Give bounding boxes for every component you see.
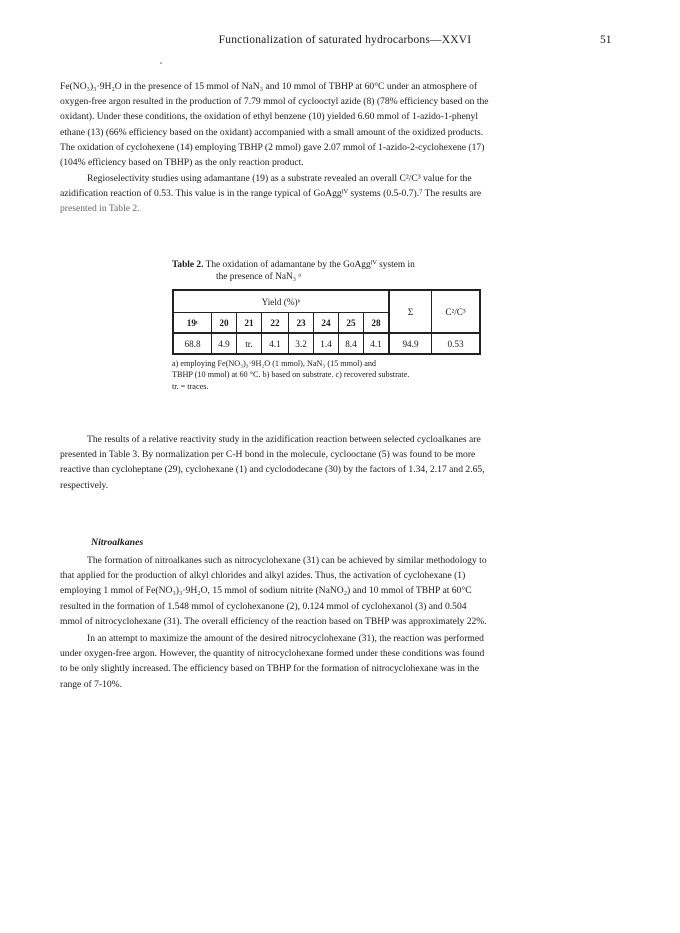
column-header: 22	[261, 313, 288, 334]
page-number: 51	[600, 34, 612, 46]
text-line: range of 7-10%.	[60, 678, 123, 690]
footnote-line: tr. = traces.	[172, 381, 209, 391]
table-cell: 4.1	[363, 333, 389, 354]
table-cell: 4.1	[261, 333, 288, 354]
ratio-header: C²/C³	[432, 290, 481, 333]
text-line: (104% efficiency based on TBHP) as the only reaction product.	[60, 157, 304, 169]
caption-line-2: the presence of NaN₃ ᵃ	[216, 272, 301, 282]
paragraph-azide-results	[60, 79, 620, 170]
footnote-line: TBHP (10 mmol) at 60 °C. b) based on substrate. c) recovered substrate.	[172, 370, 410, 380]
text-line: resulted in the formation of 1.548 mmol of cyclohexanone (2), 0.124 mmol of cyclohexanol (3) and 0.504	[60, 600, 467, 612]
yield-header: Yield (%)ᵇ	[173, 290, 389, 313]
table-label: Table 2.	[172, 260, 204, 270]
table-caption	[172, 259, 502, 283]
column-header: 19ᶜ	[173, 313, 212, 334]
text-line: Regioselectivity studies using adamantane (19) as a substrate revealed an overall C²/C³ value for the	[87, 173, 472, 184]
table-cell: tr.	[236, 333, 261, 354]
paragraph-relative-reactivity	[60, 432, 620, 493]
text-line: that applied for the production of alkyl chlorides and alkyl azides. Thus, the activation of cyclohexane (1)	[60, 570, 466, 582]
sigma-header: Σ	[389, 290, 432, 333]
column-header: 21	[236, 313, 261, 334]
text-line: reactive than cycloheptane (29), cyclohexane (1) and cyclododecane (30) by the factors of 1.34, 2.17 and 2.65,	[60, 464, 485, 476]
text-line: The formation of nitroalkanes such as nitrocyclohexane (31) can be achieved by similar methodology to	[87, 555, 487, 566]
text-line: The oxidation of cyclohexene (14) employing TBHP (2 mmol) gave 2.07 mmol of 1-azido-2-cyclohexene (17)	[60, 141, 485, 153]
ratio-value: 0.53	[432, 333, 481, 354]
paragraph-regioselectivity	[60, 171, 620, 217]
text-line: presented in Table 3. By normalization per C-H bond in the molecule, cyclooctane (5) was found to be more	[60, 449, 476, 461]
text-line: The results of a relative reactivity study in the azidification reaction between selected cycloalkanes are	[87, 434, 481, 445]
paragraph-nitroalkanes	[60, 553, 620, 629]
table-2	[172, 259, 502, 392]
column-header: 24	[314, 313, 339, 334]
text-line: respectively.	[60, 479, 109, 491]
text-line: employing 1 mmol of Fe(NO₃)₃·9H₂O, 15 mmol of sodium nitrite (NaNO₂) and 10 mmol of TBHP at 60°C	[60, 585, 472, 597]
text-line: azidification reaction of 0.53. This value is in the range typical of GoAggᴵⱽ systems (0.5-0.7).⁷ The results are	[60, 188, 482, 200]
column-header: 25	[338, 313, 363, 334]
caption-line-1: The oxidation of adamantane by the GoAggᴵⱽ system in	[205, 260, 415, 270]
footnote-line: a) employing Fe(NO₃)₃·9H₂O (1 mmol), NaN₃ (15 mmol) and	[172, 359, 377, 368]
text-line: under oxygen-free argon. However, the quantity of nitrocyclohexane formed under these conditions was found	[60, 648, 485, 660]
table-cell: 3.2	[289, 333, 314, 354]
yield-table	[172, 289, 481, 355]
text-line: Fe(NO₃)₃·9H₂O in the presence of 15 mmol of NaN₃ and 10 mmol of TBHP at 60°C under an atmosphere of	[60, 81, 478, 92]
text-line: In an attempt to maximize the amount of the desired nitrocyclohexane (31), the reaction was performed	[87, 633, 484, 644]
table-cell: 68.8	[173, 333, 212, 354]
scan-speck	[160, 62, 162, 64]
table-cell: 1.4	[314, 333, 339, 354]
text-line: presented in Table 2.	[60, 203, 140, 215]
table-cell: 8.4	[338, 333, 363, 354]
section-heading: Nitroalkanes	[91, 537, 144, 548]
column-header: 20	[212, 313, 237, 334]
sigma-value: 94.9	[389, 333, 432, 354]
text-line: oxidant). Under these conditions, the oxidation of ethyl benzene (10) yielded 6.60 mmol of 1-azido-1-phenyl	[60, 111, 479, 123]
text-line: oxygen-free argon resulted in the production of 7.79 mmol of cyclooctyl azide (8) (78% efficiency based on the	[60, 96, 489, 108]
text-line: mmol of nitrocyclohexane (31). The overall efficiency of the reaction based on TBHP was approximately 22%.	[60, 615, 487, 627]
column-header: 23	[289, 313, 314, 334]
column-header: 28	[363, 313, 389, 334]
text-line: ethane (13) (66% efficiency based on the oxidant) accompanied with a small amount of the oxidized products.	[60, 126, 484, 138]
table-cell: 4.9	[212, 333, 237, 354]
table-footnotes	[172, 358, 502, 392]
running-head: Functionalization of saturated hydrocarbons—XXVI	[218, 34, 472, 46]
paragraph-argon-attempt	[60, 631, 620, 692]
text-line: to be only slightly increased. The efficiency based on TBHP for the formation of nitrocyclohexane was in the	[60, 663, 479, 675]
